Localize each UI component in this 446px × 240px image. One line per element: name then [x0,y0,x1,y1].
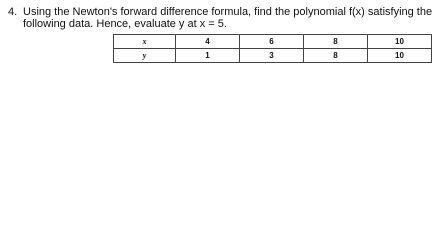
table-cell: 8 [304,49,368,63]
table-row-x [114,35,432,49]
row-label-y: y [114,49,176,63]
question-text-line-2: following data. Hence, evaluate y at x = 5. [23,18,227,30]
question-text-line-1: Using the Newton's forward difference formula, find the polynomial f(x) satisfying the [23,6,433,18]
row-label-x: x [114,35,176,49]
table-row-y [114,49,432,63]
table-cell: 6 [240,35,304,49]
table-cell: 3 [240,49,304,63]
table-cell: 8 [304,35,368,49]
table-cell: 10 [368,35,432,49]
data-table [113,34,432,63]
table-cell: 10 [368,49,432,63]
table-cell: 4 [176,35,240,49]
table-cell: 1 [176,49,240,63]
question-number: 4. [8,6,18,18]
